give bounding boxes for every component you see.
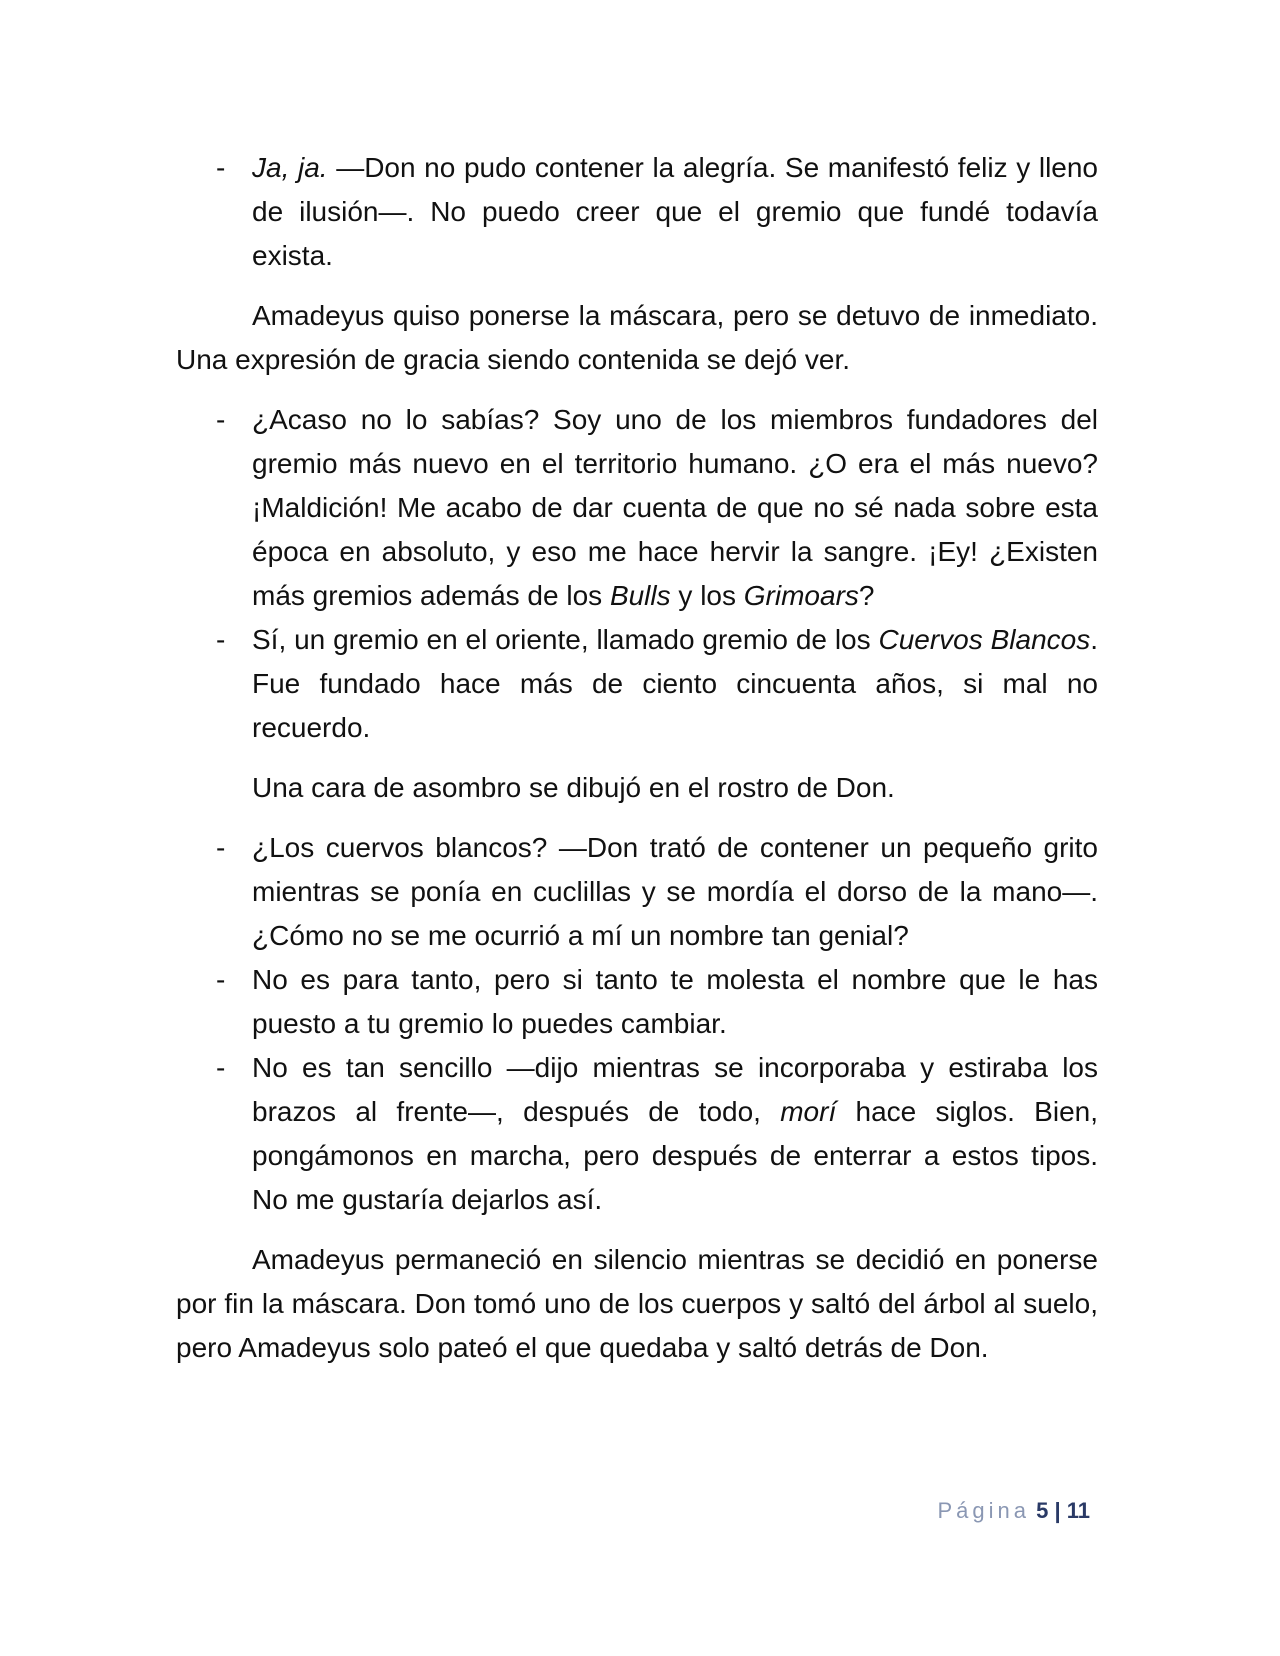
dialogue-dash: - bbox=[216, 152, 226, 183]
italic-text: Bulls bbox=[609, 580, 671, 611]
dialogue-text-part: ? bbox=[858, 580, 875, 611]
dialogue-dash: - bbox=[216, 624, 226, 655]
dialogue-text-part: hace siglos. Bien, pongámonos en marcha, pero después de enterrar a estos tipos. No me gustaría dejarlos así. bbox=[252, 1096, 1099, 1215]
dialogue-dash: - bbox=[216, 404, 226, 435]
dialogue-text-part: Sí, un gremio en el oriente, llamado gremio de los bbox=[252, 624, 879, 655]
italic-text: Cuervos Blancos bbox=[878, 624, 1091, 655]
dialogue-text-part: —Don no pudo contener la alegría. Se manifestó feliz y lleno de ilusión—. No puedo creer que el gremio que fundé todavía exista. bbox=[252, 152, 1098, 271]
paragraph: Amadeyus quiso ponerse la máscara, pero se detuvo de inmediato. Una expresión de gracia siendo contenida se dejó ver. bbox=[176, 300, 1098, 375]
dialogue-text bbox=[252, 618, 1098, 750]
dialogue-line bbox=[176, 958, 1098, 1046]
dialogue-text bbox=[252, 146, 1098, 278]
dialogue-text-part: y los bbox=[670, 580, 744, 611]
dialogue-text-part: No es tan sencillo —dijo mientras se incorporaba y estiraba los brazos al frente—, después de todo, bbox=[252, 1052, 1098, 1127]
page-label: Página bbox=[937, 1498, 1030, 1523]
dialogue-text bbox=[252, 1046, 1098, 1222]
dialogue-text-part: ¿Acaso no lo sabías? Soy uno de los miembros fundadores del gremio más nuevo en el territorio humano. ¿O era el más nuevo? ¡Maldición! Me acabo de dar cuenta de que no sé nada sobre esta época en absoluto, y eso me hace hervir la sangre. ¡Ey! ¿Existen más gremios además de los bbox=[252, 404, 1098, 611]
page-footer bbox=[890, 1496, 1090, 1526]
dialogue-dash: - bbox=[216, 832, 226, 863]
italic-text: Ja, ja. bbox=[252, 152, 328, 183]
paragraph: Una cara de asombro se dibujó en el rostro de Don. bbox=[252, 772, 895, 803]
page-number: 5 bbox=[1036, 1498, 1049, 1523]
dialogue-dash: - bbox=[216, 964, 226, 995]
dialogue-line bbox=[176, 1046, 1098, 1222]
dialogue-dash: - bbox=[216, 1052, 226, 1083]
paragraph: Amadeyus permaneció en silencio mientras se decidió en ponerse por fin la máscara. Don tomó uno de los cuerpos y saltó del árbol al suelo, pero Amadeyus solo pateó el que quedaba y saltó detrás de Don. bbox=[176, 1244, 1098, 1363]
dialogue-text: ¿Los cuervos blancos? —Don trató de contener un pequeño grito mientras se ponía en cuclillas y se mordía el dorso de la mano—. ¿Cómo no se me ocurrió a mí un nombre tan genial? bbox=[252, 832, 1098, 951]
dialogue-text-part: . Fue fundado hace más de ciento cincuenta años, si mal no recuerdo. bbox=[252, 624, 1099, 743]
page-body bbox=[176, 146, 1098, 1370]
page-total: 11 bbox=[1066, 1498, 1090, 1523]
dialogue-line bbox=[176, 398, 1098, 618]
italic-text: morí bbox=[780, 1096, 837, 1127]
dialogue-line bbox=[176, 826, 1098, 958]
dialogue-line bbox=[176, 146, 1098, 278]
dialogue-text: No es para tanto, pero si tanto te molesta el nombre que le has puesto a tu gremio lo puedes cambiar. bbox=[252, 964, 1098, 1039]
page-separator: | bbox=[1054, 1498, 1061, 1523]
italic-text: Grimoars bbox=[743, 580, 859, 611]
dialogue-text bbox=[252, 398, 1098, 618]
dialogue-line bbox=[176, 618, 1098, 750]
